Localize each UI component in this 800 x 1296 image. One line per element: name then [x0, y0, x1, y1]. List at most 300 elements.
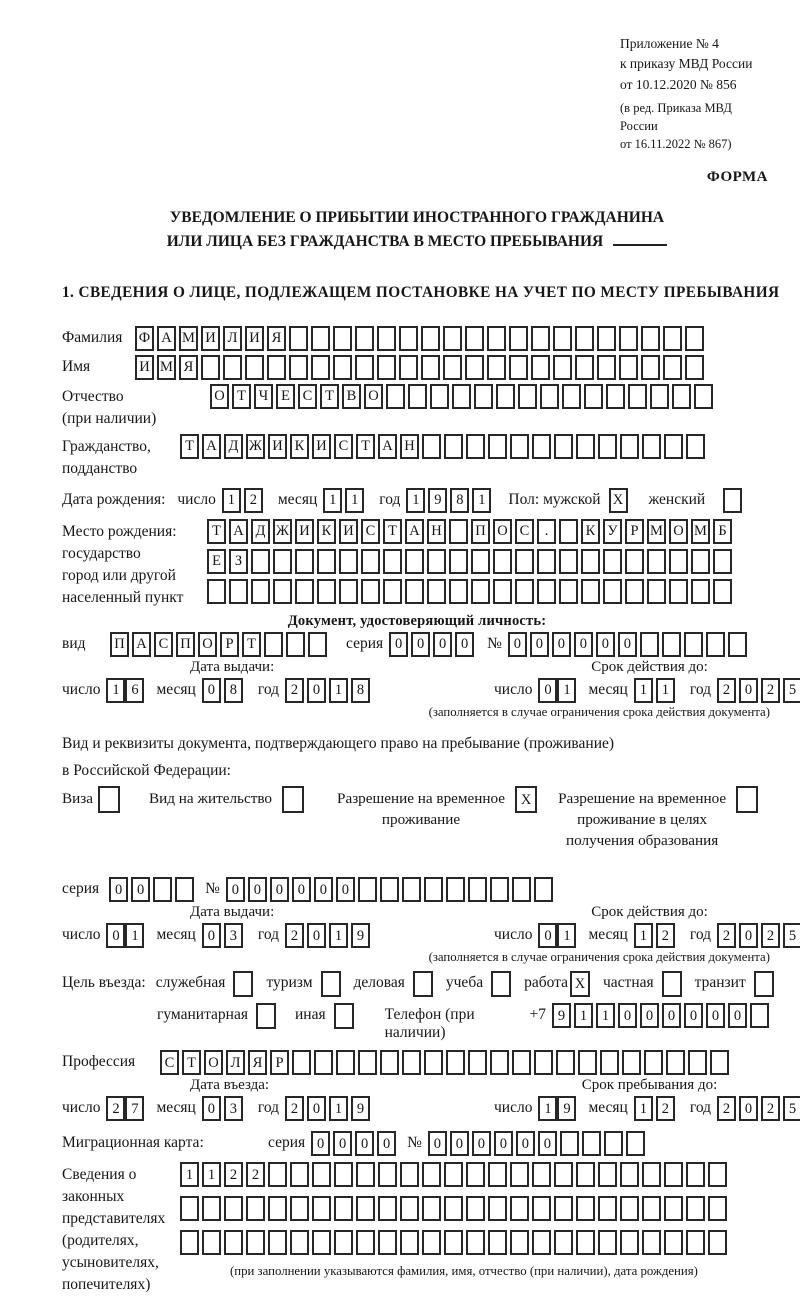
purpose-business-checkbox[interactable]: [413, 971, 436, 997]
char-box: [728, 632, 747, 657]
char-box: [358, 877, 377, 902]
char-box: [581, 579, 600, 604]
char-box: 1: [538, 1096, 557, 1121]
char-box: 0: [314, 877, 333, 902]
char-box: [361, 549, 380, 574]
char-box: [664, 1196, 683, 1221]
char-box: Т: [383, 519, 402, 544]
char-box: [334, 1003, 354, 1029]
char-box: [444, 1162, 463, 1187]
purpose-work: работа X: [524, 971, 593, 997]
char-box: [578, 1050, 597, 1075]
char-box: [378, 1162, 397, 1187]
residence-issue-month[interactable]: [202, 923, 246, 948]
char-box: 1: [406, 488, 425, 513]
identity-expiry-date: число 0 1 месяц 1 1 год 2 0 2 5: [494, 678, 800, 703]
purpose-other-checkbox[interactable]: [334, 1003, 357, 1029]
char-box: [576, 1196, 595, 1221]
char-box: [466, 1196, 485, 1221]
char-box: 7: [125, 1096, 144, 1121]
char-box: [201, 355, 220, 380]
char-box: [554, 434, 573, 459]
gender-male-checkbox[interactable]: [609, 488, 631, 513]
char-box: [202, 1196, 221, 1221]
char-box: [663, 326, 682, 351]
purpose-tourism: туризм: [266, 971, 343, 997]
option-temporary-residence: [337, 786, 540, 830]
residence-series-row: [62, 877, 772, 902]
char-box: 0: [640, 1003, 659, 1028]
char-box: Д: [251, 519, 270, 544]
representatives-line2[interactable]: [180, 1196, 730, 1221]
char-box: 0: [433, 632, 452, 657]
char-box: [622, 1050, 641, 1075]
char-box: [562, 384, 581, 409]
char-box: [400, 1162, 419, 1187]
char-box: 2: [717, 678, 736, 703]
char-box: [684, 632, 703, 657]
char-box: [312, 1196, 331, 1221]
migration-series-boxes[interactable]: [311, 1131, 399, 1156]
char-box: [377, 326, 396, 351]
char-box: [427, 579, 446, 604]
representatives-line3[interactable]: [180, 1230, 730, 1255]
option-visa-checkbox[interactable]: [98, 786, 123, 813]
series-word: серия: [346, 635, 384, 653]
char-box: [647, 549, 666, 574]
char-box: Т: [242, 632, 261, 657]
identity-series-boxes[interactable]: [389, 632, 477, 657]
char-box: С: [160, 1050, 179, 1075]
char-box: [553, 355, 572, 380]
char-box: [686, 1230, 705, 1255]
phone-boxes[interactable]: [552, 1003, 772, 1028]
series-word: серия: [62, 880, 100, 898]
char-box: 0: [355, 1131, 374, 1156]
char-box: [312, 1230, 331, 1255]
char-box: [644, 1050, 663, 1075]
char-box: [584, 384, 603, 409]
char-box: [405, 549, 424, 574]
char-box: [446, 877, 465, 902]
char-box: [664, 1230, 683, 1255]
char-box: [672, 384, 691, 409]
year-word: год: [379, 491, 401, 509]
identity-issue-label: Дата выдачи:: [190, 659, 275, 676]
char-box: [556, 1050, 575, 1075]
identity-dates-block: [62, 659, 797, 703]
char-box: Т: [182, 1050, 201, 1075]
char-box: [640, 632, 659, 657]
residence-expiry-day[interactable]: [538, 923, 576, 948]
char-box: [515, 579, 534, 604]
char-box: В: [342, 384, 361, 409]
purpose-label: Цель въезда:: [62, 974, 146, 992]
form-title-line2: ИЛИ ЛИЦА БЕЗ ГРАЖДАНСТВА В МЕСТО ПРЕБЫВАНИЯ: [62, 230, 772, 254]
char-box: [706, 632, 725, 657]
purpose-humanitarian-checkbox[interactable]: [256, 1003, 279, 1029]
char-box: 0: [292, 877, 311, 902]
option-residence-permit-checkbox[interactable]: [282, 786, 307, 813]
char-box: [488, 1196, 507, 1221]
char-box: [317, 549, 336, 574]
char-box: [691, 579, 710, 604]
char-box: [598, 1196, 617, 1221]
char-box: [691, 549, 710, 574]
number-word: №: [205, 880, 220, 898]
char-box: 1: [557, 678, 576, 703]
birth-place-line2[interactable]: [207, 549, 735, 574]
char-box: [295, 579, 314, 604]
char-box: [487, 355, 506, 380]
char-box: 0: [226, 877, 245, 902]
char-box: [710, 1050, 729, 1075]
char-box: 1: [634, 678, 653, 703]
residence-expiry-year[interactable]: [717, 923, 800, 948]
birth-month-boxes[interactable]: [323, 488, 367, 513]
char-box: [754, 971, 774, 997]
char-box: [576, 1230, 595, 1255]
residence-expiry-date: число 0 1 месяц 1 2 год 2 0 2 5: [494, 923, 800, 948]
char-box: 0: [516, 1131, 535, 1156]
char-box: 5: [783, 678, 800, 703]
identity-doc-heading: Документ, удостоверяющий личность:: [287, 613, 547, 630]
char-box: С: [334, 434, 353, 459]
char-box: [694, 384, 713, 409]
char-box: И: [295, 519, 314, 544]
char-box: [334, 1162, 353, 1187]
char-box: [400, 1196, 419, 1221]
char-box: Т: [207, 519, 226, 544]
char-box: [600, 1050, 619, 1075]
char-box: 9: [428, 488, 447, 513]
char-box: 1: [323, 488, 342, 513]
migration-card-label: Миграционная карта:: [62, 1134, 204, 1152]
char-box: [554, 1162, 573, 1187]
stay-year[interactable]: [717, 1096, 800, 1121]
given-name-boxes[interactable]: [135, 355, 707, 380]
char-box: М: [691, 519, 710, 544]
char-box: [647, 579, 666, 604]
char-box: 0: [377, 1131, 396, 1156]
char-box: [207, 579, 226, 604]
char-box: [620, 1230, 639, 1255]
char-box: 2: [761, 923, 780, 948]
char-box: 0: [106, 923, 125, 948]
char-box: [540, 384, 559, 409]
identity-expiry-month[interactable]: [634, 678, 678, 703]
char-box: [224, 1230, 243, 1255]
char-box: [289, 355, 308, 380]
identity-issue-year[interactable]: [285, 678, 373, 703]
char-box: [559, 579, 578, 604]
char-box: 1: [557, 923, 576, 948]
purpose-other: иная: [295, 1003, 357, 1029]
char-box: Р: [220, 632, 239, 657]
entry-dates-block: [62, 1077, 797, 1121]
char-box: [666, 1050, 685, 1075]
char-box: [553, 326, 572, 351]
char-box: [311, 355, 330, 380]
birth-place-line1[interactable]: [207, 519, 735, 544]
stay-month[interactable]: [634, 1096, 678, 1121]
char-box: [620, 434, 639, 459]
char-box: [386, 384, 405, 409]
option-visa-label: Виза: [62, 790, 93, 808]
char-box: [713, 549, 732, 574]
residence-issue-year[interactable]: [285, 923, 373, 948]
char-box: [619, 355, 638, 380]
birth-year-boxes[interactable]: [406, 488, 494, 513]
char-box: 0: [307, 1096, 326, 1121]
option-visa: [62, 786, 123, 813]
char-box: [664, 1162, 683, 1187]
char-box: [471, 579, 490, 604]
char-box: Е: [276, 384, 295, 409]
char-box: [532, 1196, 551, 1221]
char-box: С: [154, 632, 173, 657]
citizenship-boxes[interactable]: [180, 434, 708, 459]
series-word: серия: [268, 1134, 306, 1152]
entry-year[interactable]: [285, 1096, 373, 1121]
char-box: [510, 1196, 529, 1221]
identity-number-boxes[interactable]: [508, 632, 750, 657]
char-box: [488, 434, 507, 459]
char-box: К: [290, 434, 309, 459]
char-box: [642, 1230, 661, 1255]
char-box: [620, 1196, 639, 1221]
birth-place-label: Место рождения: государство город или другой населенный пункт: [62, 523, 184, 607]
char-box: Д: [224, 434, 243, 459]
char-box: [575, 326, 594, 351]
char-box: [355, 355, 374, 380]
char-box: 0: [202, 1096, 221, 1121]
char-box: 1: [574, 1003, 593, 1028]
char-box: Б: [713, 519, 732, 544]
char-box: [246, 1230, 265, 1255]
entry-date-label: Дата въезда:: [190, 1077, 270, 1094]
purpose-row-1: [62, 971, 772, 997]
identity-expiry-day[interactable]: [538, 678, 576, 703]
char-box: А: [229, 519, 248, 544]
option-residence-permit-label: Вид на жительство: [149, 790, 272, 808]
char-box: [268, 1196, 287, 1221]
char-box: 0: [307, 678, 326, 703]
char-box: [642, 434, 661, 459]
stay-until-date: число 1 9 месяц 1 2 год 2 0 2 5: [494, 1096, 800, 1121]
option-temporary-residence-checkbox[interactable]: [515, 786, 540, 813]
char-box: 0: [530, 632, 549, 657]
char-box: 1: [656, 678, 675, 703]
birth-place-line3[interactable]: [207, 579, 735, 604]
char-box: [424, 877, 443, 902]
gender-female-checkbox[interactable]: [723, 488, 745, 513]
residence-number-boxes[interactable]: [226, 877, 556, 902]
char-box: [534, 1050, 553, 1075]
char-box: Я: [267, 326, 286, 351]
char-box: Р: [625, 519, 644, 544]
patronymic-boxes[interactable]: [210, 384, 716, 409]
char-box: 8: [450, 488, 469, 513]
char-box: [380, 1050, 399, 1075]
option-temporary-residence-label: Разрешение на временное проживание: [337, 790, 506, 829]
char-box: [465, 355, 484, 380]
char-box: [488, 1162, 507, 1187]
representatives-line1[interactable]: [180, 1162, 730, 1187]
char-box: [466, 1162, 485, 1187]
char-box: [334, 1196, 353, 1221]
char-box: О: [364, 384, 383, 409]
appendix-line: Приложение № 4: [620, 36, 719, 51]
char-box: 9: [351, 1096, 370, 1121]
char-box: [443, 326, 462, 351]
char-box: [251, 579, 270, 604]
identity-issue-day[interactable]: [106, 678, 144, 703]
citizenship-row: [62, 434, 772, 480]
identity-issue-month[interactable]: [202, 678, 246, 703]
char-box: X: [515, 786, 537, 813]
char-box: [273, 579, 292, 604]
char-box: [708, 1162, 727, 1187]
char-box: А: [202, 434, 221, 459]
char-box: [251, 549, 270, 574]
char-box: [229, 579, 248, 604]
char-box: 5: [783, 1096, 800, 1121]
patronymic-label: Отчество (при наличии): [62, 388, 157, 428]
char-box: [559, 519, 578, 544]
char-box: .: [537, 519, 556, 544]
surname-label: Фамилия: [62, 329, 123, 347]
char-box: 0: [109, 877, 128, 902]
char-box: А: [405, 519, 424, 544]
char-box: [625, 549, 644, 574]
representatives-note: (при заполнении указываются фамилия, имя, отчество (при наличии), дата рождения): [230, 1264, 698, 1279]
char-box: 1: [596, 1003, 615, 1028]
char-box: 0: [248, 877, 267, 902]
birth-day-boxes[interactable]: [222, 488, 266, 513]
char-box: 0: [202, 923, 221, 948]
char-box: [620, 1162, 639, 1187]
surname-boxes[interactable]: [135, 326, 707, 351]
representatives-boxes: [180, 1162, 730, 1279]
char-box: Е: [207, 549, 226, 574]
char-box: [421, 326, 440, 351]
char-box: 0: [706, 1003, 725, 1028]
char-box: [377, 355, 396, 380]
char-box: Н: [427, 519, 446, 544]
representatives-row: [62, 1162, 772, 1296]
char-box: Л: [223, 326, 242, 351]
char-box: [290, 1230, 309, 1255]
char-box: [487, 326, 506, 351]
entry-day[interactable]: [106, 1096, 144, 1121]
identity-kind-boxes[interactable]: [110, 632, 330, 657]
char-box: [246, 1196, 265, 1221]
purpose-official-checkbox[interactable]: [233, 971, 256, 997]
option-education-residence-checkbox[interactable]: [736, 786, 761, 813]
purpose-private-checkbox[interactable]: [662, 971, 685, 997]
char-box: Ф: [135, 326, 154, 351]
residence-issue-day[interactable]: [106, 923, 144, 948]
char-box: [286, 632, 305, 657]
char-box: О: [493, 519, 512, 544]
char-box: 0: [684, 1003, 703, 1028]
char-box: 2: [717, 923, 736, 948]
char-box: 0: [450, 1131, 469, 1156]
residence-expiry-month[interactable]: [634, 923, 678, 948]
char-box: 0: [270, 877, 289, 902]
identity-expiry-year[interactable]: [717, 678, 800, 703]
form-word: ФОРМА: [706, 169, 768, 186]
char-box: [708, 1196, 727, 1221]
char-box: [736, 786, 758, 813]
char-box: [686, 434, 705, 459]
entry-month[interactable]: [202, 1096, 246, 1121]
char-box: [669, 579, 688, 604]
char-box: [532, 1162, 551, 1187]
char-box: 0: [574, 632, 593, 657]
char-box: 5: [783, 923, 800, 948]
migration-number-boxes[interactable]: [428, 1131, 648, 1156]
char-box: [664, 434, 683, 459]
migration-card-row: [62, 1131, 772, 1156]
char-box: 0: [131, 877, 150, 902]
char-box: [339, 579, 358, 604]
char-box: Т: [356, 434, 375, 459]
char-box: Н: [400, 434, 419, 459]
appendix-line: к приказу МВД России: [620, 56, 753, 72]
char-box: [317, 579, 336, 604]
char-box: [669, 549, 688, 574]
char-box: [422, 434, 441, 459]
char-box: И: [245, 326, 264, 351]
purpose-study-checkbox[interactable]: [491, 971, 514, 997]
char-box: [405, 579, 424, 604]
char-box: Т: [232, 384, 251, 409]
profession-row: [62, 1050, 772, 1075]
residence-issue-date: число 0 1 месяц 0 3 год 2 0 1 9: [62, 923, 494, 948]
char-box: 0: [455, 632, 474, 657]
identity-kind-row: [62, 632, 772, 657]
purpose-transit-checkbox[interactable]: [754, 971, 777, 997]
char-box: X: [609, 488, 628, 513]
given-name-label: Имя: [62, 358, 91, 376]
char-box: [628, 384, 647, 409]
char-box: [576, 1162, 595, 1187]
citizenship-label: Гражданство, подданство: [62, 438, 151, 478]
purpose-tourism-checkbox[interactable]: [321, 971, 344, 997]
char-box: 8: [351, 678, 370, 703]
residence-series-boxes[interactable]: [109, 877, 197, 902]
char-box: О: [210, 384, 229, 409]
char-box: 2: [656, 923, 675, 948]
char-box: [554, 1230, 573, 1255]
profession-boxes[interactable]: [160, 1050, 732, 1075]
char-box: 1: [180, 1162, 199, 1187]
char-box: 2: [246, 1162, 265, 1187]
char-box: [603, 549, 622, 574]
char-box: Ч: [254, 384, 273, 409]
char-box: 3: [224, 1096, 243, 1121]
char-box: [598, 1230, 617, 1255]
char-box: 2: [717, 1096, 736, 1121]
char-box: [510, 1230, 529, 1255]
char-box: [650, 384, 669, 409]
stay-until-label: Срок пребывания до:: [581, 1077, 718, 1094]
purpose-work-checkbox[interactable]: [570, 971, 593, 997]
identity-expiry-note: (заполняется в случае ограничения срока действия документа): [428, 705, 770, 720]
stay-day[interactable]: [538, 1096, 576, 1121]
